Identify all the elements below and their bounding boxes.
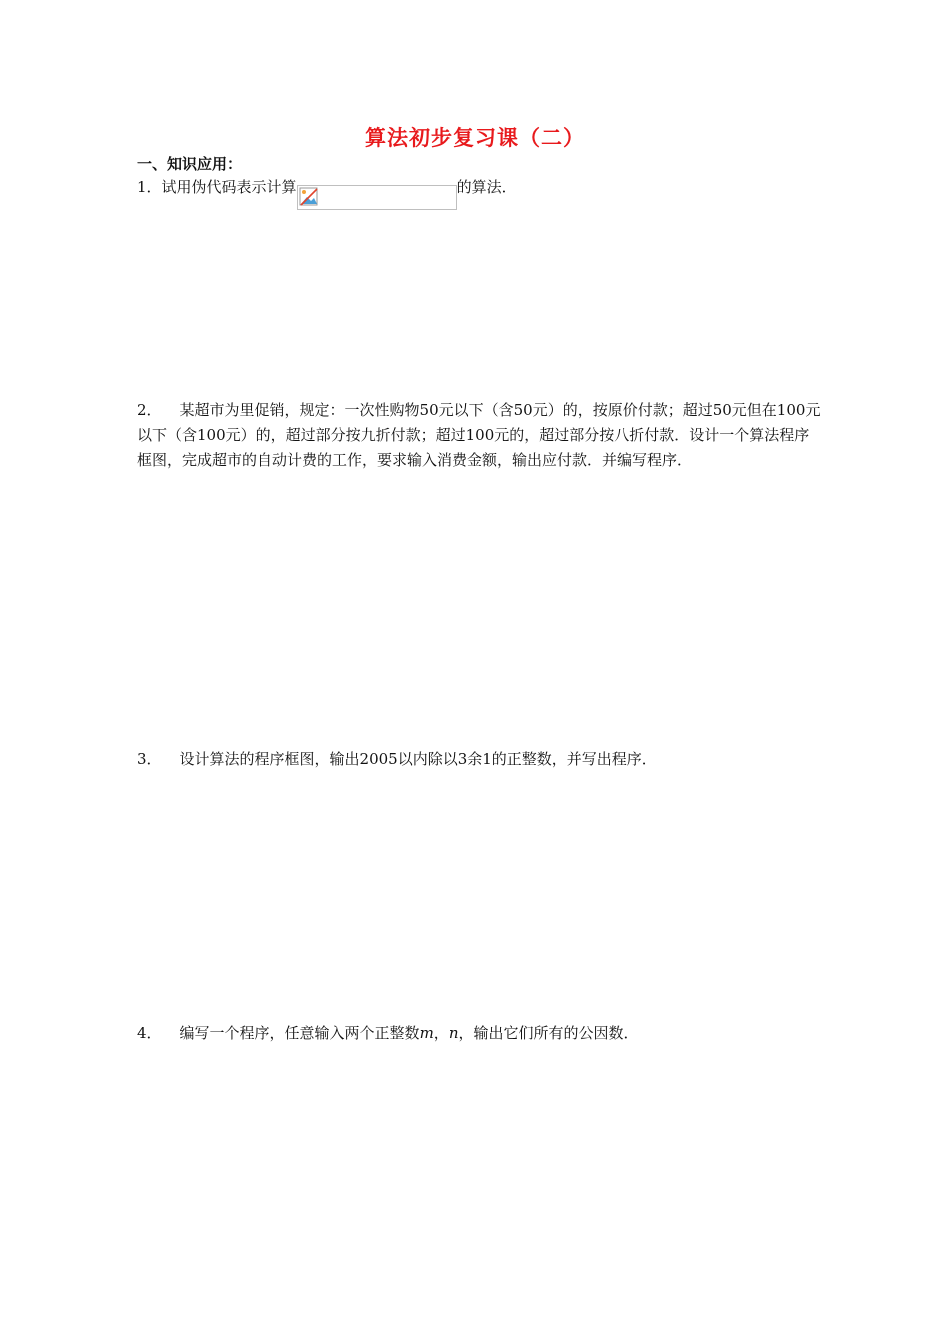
broken-image-placeholder <box>297 185 457 210</box>
variable-m: m <box>419 1024 434 1042</box>
question-4-text-after: ，输出它们所有的公因数． <box>458 1024 639 1042</box>
question-4-text-before: 编写一个程序，任意输入两个正整数 <box>179 1024 420 1042</box>
broken-image-icon <box>299 187 319 207</box>
page-title: 算法初步复习课（二） <box>365 126 585 150</box>
question-1-number: 1． <box>137 178 162 196</box>
variable-separator: ， <box>433 1024 449 1042</box>
question-3-number: 3． <box>137 750 162 768</box>
question-3 <box>137 747 823 772</box>
section-heading: 一、知识应用： <box>137 155 243 173</box>
question-2-number: 2． <box>137 401 162 419</box>
question-4-number: 4． <box>137 1024 162 1042</box>
question-1-text-before: 试用伪代码表示计算 <box>161 178 297 196</box>
question-1-text-after: 的算法． <box>456 178 517 196</box>
question-2-text: 某超市为里促销，规定：一次性购物50元以下（含50元）的，按原价付款；超过50元但在100元以下（含100元）的，超过部分按九折付款；超过100元的，超过部分按八折付款．设计一个算法程序框图，完成超市的自动计费的工作，要求输入消费金额，输出应付款．并编写程序． <box>137 401 821 469</box>
question-3-text: 设计算法的程序框图，输出2005以内除以3余1的正整数，并写出程序． <box>179 750 657 768</box>
question-2 <box>137 398 823 473</box>
question-4 <box>137 1021 823 1046</box>
question-1 <box>137 175 823 200</box>
variable-n: n <box>448 1024 459 1042</box>
